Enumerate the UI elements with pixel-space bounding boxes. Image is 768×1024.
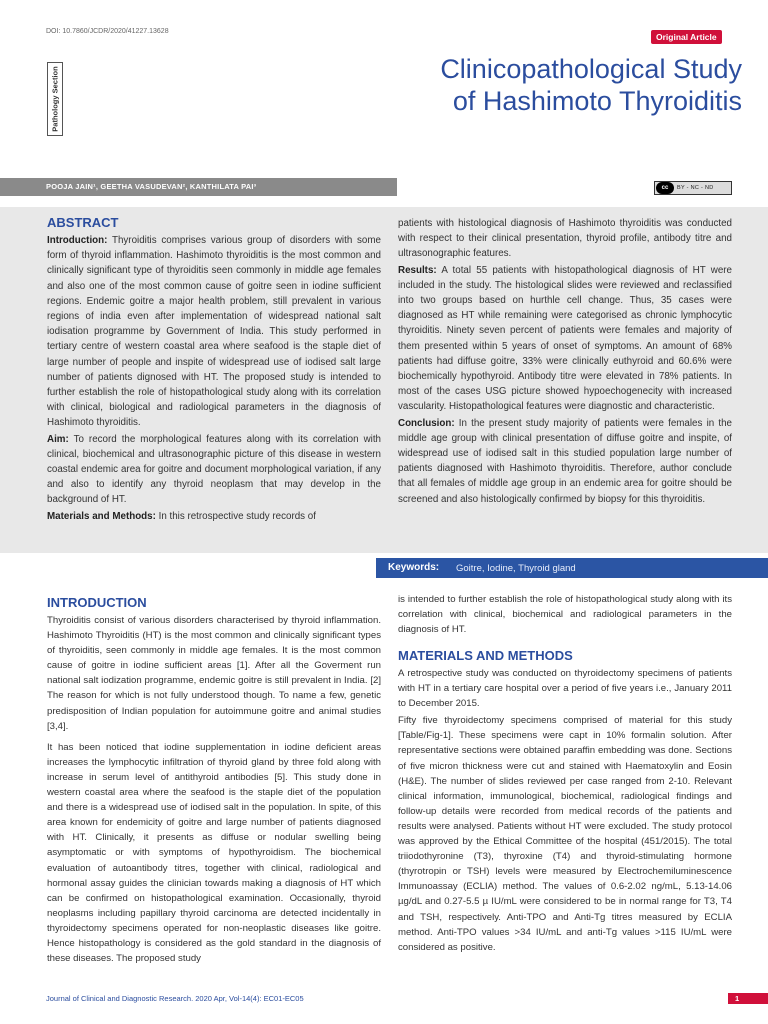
introduction-p2: It has been noticed that iodine supplementation in iodine deficient areas increases the lymphocytic infiltration of thyroid gland by three fold along with increase in serum level of antithyroid antibodies [5]. This study done in western coastal area where the seafood is the staple diet of the population and there is a widespread use of iodised salt in the population. In spite, of this area known for endemicity of goitre and large number of patients diagnosed with HT. Clinically, it presents as diffuse or nodular swelling being asymptomatic or with symptoms of hypothyroidism. The biochemical evaluation of autoantibody titres, together with clinical, radiological and hormonal assay guides the clinician towards making a diagnosis of HT which can be confirmed on histopathological examination. Occasionally, thyroid neoplasms including papillary thyroid carcinoma are detected incidentally in thyroidectomy specimens operated for non-neoplastic diseases like goitre. Hence histopathology is considered as the gold standard in the diagnosis of these diseases. The proposed study bbox=[47, 741, 381, 965]
creative-commons-icon: cc bbox=[656, 182, 674, 194]
methods-p2: Fifty five thyroidectomy specimens comprised of material for this study [Table/Fig-1]. These specimens were capt in 10% formalin solution. After representative sections were obtained paraffin embedding was done. Sections of five micron thickness were cut and stained with Haematoxylin and Eosin (H&E). The number of slides reviewed per case ranged from 2-10. Relevant clinical information, immunological, biochemical, radiological findings and follow-up details were recorded from medical records of the patients and results were analysed. Patients without HT were excluded. The study protocol was approved by the Ethical Committee of the hospital (451/2015). The total triiodothyronine (T3), thyroxine (T4) and thyroid-stimulating hormone (thyrotropin or TSH) levels were measured by Electrochemiluminescence Immunoassay (ECLIA) method. The values of 0.6-2.02 ng/mL, 5.13-14.06 µg/dL and 0.27-5.5 µ IU/mL were considered to be in normal range for T3, T4 and TSH, respectively. Anti-TPO and Anti-Tg titres measured by ECLIA method. Anti-TPO values >34 IU/mL and anti-Tg values >115 IU/mL were considered as positive. bbox=[398, 715, 732, 953]
abstract-conclusion: Conclusion: In the present study majority of patients were females in the middle age group with clinical presentation of diffuse goitre and inspite, of widespread use of iodised salt in this studied population large number of patients diagnosed with Hashimoto thyroiditis. Therefore, author conclude that all females of middle age group in an endemic area for goitre should be screened and also histologically confirmed by biopsy for this thyroiditis. bbox=[398, 417, 732, 505]
abstract-left-column bbox=[47, 233, 381, 525]
keywords-label: Keywords: bbox=[388, 562, 440, 573]
section-tag-label: Pathology Section bbox=[50, 66, 60, 132]
introduction-p1: Thyroiditis consist of various disorders characterised by thyroid inflammation. Hashimoto Thyroiditis (HT) is the most common and clinically significant types of thyroiditis, seen commonly in middle age females. It is the most common cause of goitre in iodine sufficient areas [1]. After all the Goverment run national salt iodization programme, endemic goitre is still prevalent in India. [2] The reason for which is not fully understood though. To name a few, genetic predisposition of Indian population for autoimmune goitre and animal studies [3,4]. bbox=[47, 615, 381, 732]
abstract-methods: Materials and Methods: In this retrospective study records of bbox=[47, 510, 316, 522]
page-number: 1 bbox=[728, 993, 768, 1004]
introduction-continued: is intended to further establish the role of histopathological study along with its correlation with clinical, biochemical and radiological parameters in the diagnosis of HT. bbox=[398, 594, 732, 636]
page-title bbox=[370, 53, 742, 117]
methods-column bbox=[398, 666, 732, 957]
license-text: BY - NC - ND bbox=[677, 185, 714, 191]
footer-journal: Journal of Clinical and Diagnostic Research. 2020 Apr, Vol-14(4): EC01-EC05 bbox=[46, 994, 304, 1003]
keywords-bar bbox=[376, 558, 768, 578]
abstract-aim: Aim: To record the morphological features along with its correlation with clinical, biochemical and ultrasonographic picture of this disease in western coastal endemic area for goitre and document morphological variation, if any and also to identify any thyroid neoplasm that may develop in the background of HT. bbox=[47, 433, 381, 506]
abstract-right-column bbox=[398, 216, 732, 508]
methods-p1: A retrospective study was conducted on thyroidectomy specimens of patients with HT in a tertiary care hospital over a period of five years i.e., January 2011 to December 2015. bbox=[398, 668, 732, 710]
abstract-methods-cont: patients with histological diagnosis of Hashimoto thyroiditis was conducted with respect to their clinical presentation, thyroid profile, antibody titre and ultrasonographic features. bbox=[398, 218, 732, 260]
section-tag bbox=[47, 62, 63, 136]
title-line-1: Clinicopathological Study bbox=[440, 54, 742, 84]
doi-text: DOI: 10.7860/JCDR/2020/41227.13628 bbox=[46, 28, 169, 35]
introduction-column bbox=[47, 613, 381, 972]
abstract-heading: ABSTRACT bbox=[47, 215, 119, 230]
methods-heading: MATERIALS AND METHODS bbox=[398, 648, 573, 663]
license-badge[interactable] bbox=[654, 181, 732, 195]
abstract-results: Results: A total 55 patients with histopathological diagnosis of HT were included in the study. The histological slides were reviewed and reclassified into two groups based on hurthle cell change. Thus, 35 cases were diagnosed as HT while remaining were categorised as chronic lymphocytic thyroiditis. Ninety seven percent of patients were females and majority of them presented within 5 years of onset of symptoms. An amount of 68% patients had diffuse goitre, 33% were clinically euthyroid and 60.6% were biochemically hypothyroid. Antibody titre were elevated in 78% patients. In most of the cases USG picture showed hypoechogenecity with increased vascularity. Histopathological features were diagnostic and characteristic. bbox=[398, 264, 732, 413]
author-bar bbox=[0, 178, 397, 196]
authors: POOJA JAIN¹, GEETHA VASUDEVAN², KANTHILATA PAI³ bbox=[46, 182, 257, 191]
abstract-introduction: Introduction: Thyroiditis comprises various group of disorders with some form of thyroid inflammation. Hashimoto thyroiditis is the most common and clinically significant type of thyroiditis seen commonly in middle age females and also one of the most common cause of goitre seen in iodine sufficient regions. Endemic goitre a major health problem, still prevalent in various regions of india even after implementation of widespread national salt iodisation programme by Government of India. This study performed in tertiary centre of western coastal area where seafood is the staple diet of large number of people and inspite of widespread use of iodised salt large number of patients dignosed with HT. The proposed study is intended to further establish the role of histopathological study along with its correlation with clinical, biological and radiological parameters in the diagnosis of Hashimoto thyroiditis. bbox=[47, 235, 381, 429]
title-line-2: of Hashimoto Thyroiditis bbox=[452, 86, 742, 116]
introduction-heading: INTRODUCTION bbox=[47, 595, 147, 610]
keywords-value: Goitre, Iodine, Thyroid gland bbox=[456, 563, 576, 574]
article-type-badge: Original Article bbox=[651, 30, 722, 44]
